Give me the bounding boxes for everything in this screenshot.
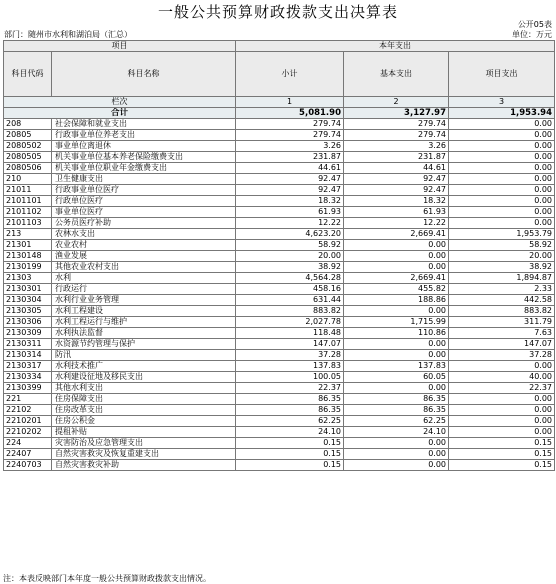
subtotal-cell: 86.35 — [236, 405, 344, 416]
project-cell: 0.00 — [449, 361, 555, 372]
basic-cell: 137.83 — [344, 361, 449, 372]
project-cell: 37.28 — [449, 350, 555, 361]
table-row — [4, 130, 555, 141]
subtotal-cell: 883.82 — [236, 306, 344, 317]
project-cell: 0.00 — [449, 174, 555, 185]
table-row — [4, 174, 555, 185]
subtotal-cell: 92.47 — [236, 185, 344, 196]
account-code: 21303 — [4, 273, 52, 284]
basic-cell: 0.00 — [344, 339, 449, 350]
account-name: 事业单位离退休 — [52, 141, 236, 152]
subtotal-cell: 37.28 — [236, 350, 344, 361]
account-code: 2101102 — [4, 207, 52, 218]
subtotal-cell: 12.22 — [236, 218, 344, 229]
project-cell: 1,953.79 — [449, 229, 555, 240]
project-cell: 0.00 — [449, 416, 555, 427]
project-cell: 2.33 — [449, 284, 555, 295]
basic-cell: 62.25 — [344, 416, 449, 427]
project-cell: 38.92 — [449, 262, 555, 273]
basic-cell: 110.86 — [344, 328, 449, 339]
lanci-1: 1 — [236, 97, 344, 108]
basic-cell: 2,669.41 — [344, 273, 449, 284]
table-row — [4, 306, 555, 317]
project-cell: 0.00 — [449, 152, 555, 163]
total-basic: 3,127.97 — [344, 108, 449, 119]
project-cell: 40.00 — [449, 372, 555, 383]
subtotal-cell: 4,623.20 — [236, 229, 344, 240]
table-row — [4, 152, 555, 163]
table-row — [4, 405, 555, 416]
account-name: 自然灾害救灾补助 — [52, 460, 236, 471]
account-name: 社会保障和就业支出 — [52, 119, 236, 130]
account-code: 2130199 — [4, 262, 52, 273]
basic-cell: 0.00 — [344, 438, 449, 449]
basic-cell: 279.74 — [344, 119, 449, 130]
total-row — [4, 108, 555, 119]
subtotal-cell: 147.07 — [236, 339, 344, 350]
subtotal-cell: 44.61 — [236, 163, 344, 174]
account-name: 渔业发展 — [52, 251, 236, 262]
account-code: 208 — [4, 119, 52, 130]
account-code: 210 — [4, 174, 52, 185]
basic-cell: 0.00 — [344, 262, 449, 273]
account-name: 事业单位医疗 — [52, 207, 236, 218]
account-code: 2130301 — [4, 284, 52, 295]
basic-cell: 92.47 — [344, 185, 449, 196]
footnote: 注：本表反映部门本年度一般公共预算财政拨款支出情况。 — [3, 574, 211, 583]
project-cell: 0.00 — [449, 163, 555, 174]
report-title: 一般公共预算财政拨款支出决算表 — [157, 3, 398, 21]
project-cell: 22.37 — [449, 383, 555, 394]
subtotal-cell: 100.05 — [236, 372, 344, 383]
table-row — [4, 273, 555, 284]
basic-cell: 231.87 — [344, 152, 449, 163]
total-label: 合计 — [4, 108, 236, 119]
subtotal-cell: 4,564.28 — [236, 273, 344, 284]
header-row-1 — [4, 41, 555, 52]
subtotal-cell: 20.00 — [236, 251, 344, 262]
table-row — [4, 240, 555, 251]
subtotal-cell: 24.10 — [236, 427, 344, 438]
subtotal-cell: 0.15 — [236, 460, 344, 471]
basic-cell: 12.22 — [344, 218, 449, 229]
account-name: 行政事业单位养老支出 — [52, 130, 236, 141]
account-code: 20805 — [4, 130, 52, 141]
project-cell: 0.00 — [449, 207, 555, 218]
table-row — [4, 383, 555, 394]
account-code: 2210201 — [4, 416, 52, 427]
basic-cell: 1,715.99 — [344, 317, 449, 328]
account-name: 水利执法监督 — [52, 328, 236, 339]
account-code: 2080506 — [4, 163, 52, 174]
account-code: 2130314 — [4, 350, 52, 361]
table-row — [4, 350, 555, 361]
project-cell: 0.00 — [449, 427, 555, 438]
account-name: 行政运行 — [52, 284, 236, 295]
header-project: 项目支出 — [449, 52, 555, 97]
account-name: 机关事业单位基本养老保险缴费支出 — [52, 152, 236, 163]
subtotal-cell: 3.26 — [236, 141, 344, 152]
account-name: 水利技术推广 — [52, 361, 236, 372]
project-cell: 0.00 — [449, 185, 555, 196]
basic-cell: 0.00 — [344, 240, 449, 251]
account-name: 住房公积金 — [52, 416, 236, 427]
account-name: 灾害防治及应急管理支出 — [52, 438, 236, 449]
project-cell: 7.63 — [449, 328, 555, 339]
project-cell: 147.07 — [449, 339, 555, 350]
form-code: 公开05表 — [517, 20, 552, 29]
basic-cell: 86.35 — [344, 405, 449, 416]
total-subtotal: 5,081.90 — [236, 108, 344, 119]
subtotal-cell: 62.25 — [236, 416, 344, 427]
account-code: 2130306 — [4, 317, 52, 328]
table-row — [4, 394, 555, 405]
subtotal-cell: 18.32 — [236, 196, 344, 207]
lanci-label: 栏次 — [4, 97, 236, 108]
account-code: 2130317 — [4, 361, 52, 372]
lanci-2: 2 — [344, 97, 449, 108]
table-row — [4, 449, 555, 460]
account-code: 2130309 — [4, 328, 52, 339]
account-code: 22102 — [4, 405, 52, 416]
account-code: 224 — [4, 438, 52, 449]
project-cell: 0.15 — [449, 460, 555, 471]
account-name: 水利工程建设 — [52, 306, 236, 317]
unit-label: 单位：万元 — [512, 30, 552, 39]
lanci-3: 3 — [449, 97, 555, 108]
basic-cell: 0.00 — [344, 460, 449, 471]
account-name: 水利工程运行与维护 — [52, 317, 236, 328]
basic-cell: 18.32 — [344, 196, 449, 207]
table-row — [4, 185, 555, 196]
header-name: 科目名称 — [52, 52, 236, 97]
subtotal-cell: 279.74 — [236, 130, 344, 141]
account-name: 住房保障支出 — [52, 394, 236, 405]
project-cell: 0.00 — [449, 130, 555, 141]
basic-cell: 455.82 — [344, 284, 449, 295]
department-label: 部门：随州市水利和湖泊局（汇总） — [4, 30, 132, 39]
account-code: 2080505 — [4, 152, 52, 163]
basic-cell: 0.00 — [344, 251, 449, 262]
account-name: 机关事业单位职业年金缴费支出 — [52, 163, 236, 174]
total-project: 1,953.94 — [449, 108, 555, 119]
basic-cell: 188.86 — [344, 295, 449, 306]
table-row — [4, 207, 555, 218]
subtotal-cell: 2,027.78 — [236, 317, 344, 328]
account-name: 住房改革支出 — [52, 405, 236, 416]
table-row — [4, 361, 555, 372]
column-index-row — [4, 97, 555, 108]
basic-cell: 0.00 — [344, 449, 449, 460]
account-name: 其他水利支出 — [52, 383, 236, 394]
basic-cell: 3.26 — [344, 141, 449, 152]
subtotal-cell: 86.35 — [236, 394, 344, 405]
account-code: 221 — [4, 394, 52, 405]
account-name: 水利 — [52, 273, 236, 284]
account-name: 其他农业农村支出 — [52, 262, 236, 273]
project-cell: 311.79 — [449, 317, 555, 328]
table-row — [4, 427, 555, 438]
table-row — [4, 251, 555, 262]
subtotal-cell: 631.44 — [236, 295, 344, 306]
account-code: 2130334 — [4, 372, 52, 383]
project-cell: 0.00 — [449, 218, 555, 229]
account-code: 2080502 — [4, 141, 52, 152]
header-item: 项目 — [4, 41, 236, 52]
project-cell: 0.00 — [449, 141, 555, 152]
account-name: 农业农村 — [52, 240, 236, 251]
account-code: 2240703 — [4, 460, 52, 471]
project-cell: 20.00 — [449, 251, 555, 262]
project-cell: 0.00 — [449, 394, 555, 405]
subtotal-cell: 118.48 — [236, 328, 344, 339]
account-code: 2130148 — [4, 251, 52, 262]
basic-cell: 24.10 — [344, 427, 449, 438]
subtotal-cell: 58.92 — [236, 240, 344, 251]
table-row — [4, 328, 555, 339]
project-cell: 0.15 — [449, 449, 555, 460]
subtotal-cell: 61.93 — [236, 207, 344, 218]
project-cell: 442.58 — [449, 295, 555, 306]
project-cell: 0.15 — [449, 438, 555, 449]
account-code: 2101103 — [4, 218, 52, 229]
table-row — [4, 317, 555, 328]
table-row — [4, 460, 555, 471]
header-row-2 — [4, 52, 555, 97]
table-row — [4, 339, 555, 350]
account-code: 21301 — [4, 240, 52, 251]
subtotal-cell: 137.83 — [236, 361, 344, 372]
subtotal-cell: 38.92 — [236, 262, 344, 273]
project-cell: 883.82 — [449, 306, 555, 317]
account-code: 2130305 — [4, 306, 52, 317]
header-code: 科目代码 — [4, 52, 52, 97]
header-subtotal: 小计 — [236, 52, 344, 97]
table-row — [4, 284, 555, 295]
account-name: 公务员医疗补助 — [52, 218, 236, 229]
account-code: 22407 — [4, 449, 52, 460]
table-row — [4, 119, 555, 130]
header-basic: 基本支出 — [344, 52, 449, 97]
account-name: 防汛 — [52, 350, 236, 361]
basic-cell: 44.61 — [344, 163, 449, 174]
basic-cell: 0.00 — [344, 306, 449, 317]
account-code: 2130311 — [4, 339, 52, 350]
header-current-year: 本年支出 — [236, 41, 555, 52]
account-code: 2130399 — [4, 383, 52, 394]
table-row — [4, 163, 555, 174]
account-name: 自然灾害救灾及恢复重建支出 — [52, 449, 236, 460]
account-code: 2210202 — [4, 427, 52, 438]
subtotal-cell: 92.47 — [236, 174, 344, 185]
account-name: 行政事业单位医疗 — [52, 185, 236, 196]
basic-cell: 279.74 — [344, 130, 449, 141]
basic-cell: 0.00 — [344, 383, 449, 394]
subtotal-cell: 0.15 — [236, 449, 344, 460]
basic-cell: 86.35 — [344, 394, 449, 405]
account-name: 提租补贴 — [52, 427, 236, 438]
table-row — [4, 218, 555, 229]
subtotal-cell: 279.74 — [236, 119, 344, 130]
account-code: 2101101 — [4, 196, 52, 207]
account-code: 213 — [4, 229, 52, 240]
subtotal-cell: 231.87 — [236, 152, 344, 163]
account-code: 2130304 — [4, 295, 52, 306]
project-cell: 0.00 — [449, 196, 555, 207]
account-name: 农林水支出 — [52, 229, 236, 240]
account-name: 卫生健康支出 — [52, 174, 236, 185]
project-cell: 0.00 — [449, 405, 555, 416]
project-cell: 0.00 — [449, 119, 555, 130]
table-row — [4, 229, 555, 240]
account-name: 水利行业业务管理 — [52, 295, 236, 306]
project-cell: 1,894.87 — [449, 273, 555, 284]
basic-cell: 61.93 — [344, 207, 449, 218]
basic-cell: 0.00 — [344, 350, 449, 361]
subtotal-cell: 0.15 — [236, 438, 344, 449]
table-row — [4, 416, 555, 427]
account-code: 21011 — [4, 185, 52, 196]
table-row — [4, 372, 555, 383]
subtotal-cell: 22.37 — [236, 383, 344, 394]
table-row — [4, 141, 555, 152]
table-row — [4, 438, 555, 449]
account-name: 行政单位医疗 — [52, 196, 236, 207]
basic-cell: 2,669.41 — [344, 229, 449, 240]
expenditure-table — [3, 40, 555, 471]
table-row — [4, 262, 555, 273]
table-row — [4, 196, 555, 207]
basic-cell: 60.05 — [344, 372, 449, 383]
project-cell: 58.92 — [449, 240, 555, 251]
subtotal-cell: 458.16 — [236, 284, 344, 295]
account-name: 水资源节约管理与保护 — [52, 339, 236, 350]
basic-cell: 92.47 — [344, 174, 449, 185]
account-name: 水利建设征地及移民支出 — [52, 372, 236, 383]
table-row — [4, 295, 555, 306]
